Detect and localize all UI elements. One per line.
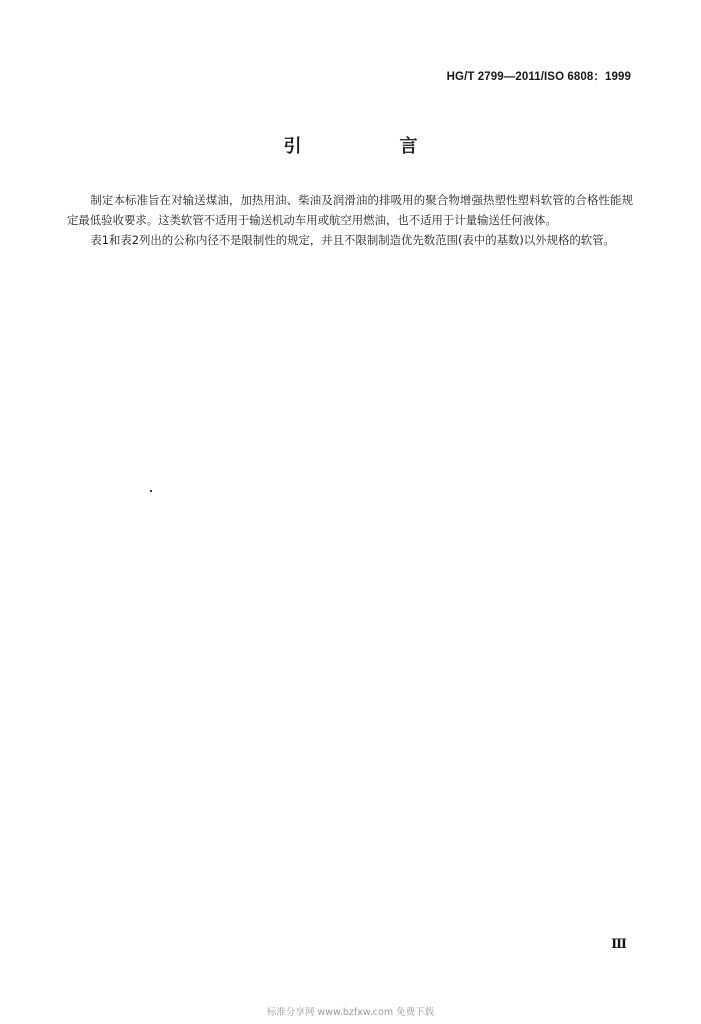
section-title: 引 言	[283, 136, 458, 157]
standard-code-header: HG/T 2799—2011/ISO 6808：1999	[446, 71, 631, 83]
body-text	[67, 190, 633, 250]
scan-dot-mark	[150, 490, 152, 492]
paragraph-2: 表1和表2列出的公称内径不是限制性的规定，并且不限制制造优先数范围(表中的基数)以外规格的软管。	[90, 233, 615, 247]
page-number: Ⅲ	[611, 936, 627, 951]
paragraph-1: 制定本标准旨在对输送煤油，加热用油、柴油及润滑油的排吸用的聚合物增强热塑性塑料软管的合格性能规定最低验收要求。这类软管不适用于输送机动车用或航空用燃油，也不适用于计量输送任何液体。	[67, 193, 633, 227]
watermark-text: 标准分享网 www.bzfxw.com 免费下载	[266, 1007, 435, 1018]
